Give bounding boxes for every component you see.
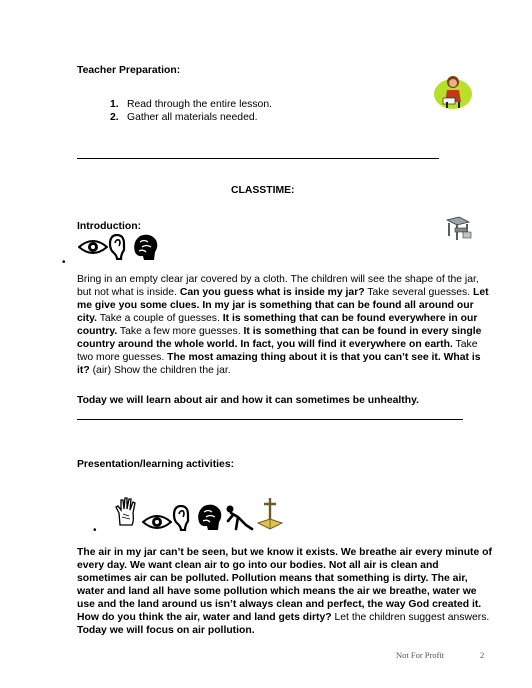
text-run: It is something that can be found everywhere in our country.	[77, 313, 478, 337]
brain-icon	[194, 502, 224, 532]
list-item	[110, 111, 272, 124]
text-run: Today we will focus on air pollution.	[77, 625, 255, 636]
list-number: 2.	[110, 112, 119, 123]
introduction-paragraph	[77, 273, 492, 377]
ear-icon	[108, 234, 128, 260]
movement-icon	[224, 503, 254, 531]
eye-icon	[78, 238, 108, 256]
bible-cross-icon	[256, 497, 284, 531]
footer-text: Not For Profit	[396, 650, 445, 660]
text-run: The air in my jar can’t be seen, but we know it exists. We breathe air every minute of every day. We want clean air to go into our bodies. Not all air is clean and sometimes air can be polluted. Pollution means that something is dirty. The air, water and land all have some pollution which means the air we breathe, water we use and the land around us isn’t always clean and perfect, the way God created it. How do you think the air, water and land gets dirty?	[77, 547, 492, 623]
list-item	[110, 98, 272, 111]
text-run: Take a few more guesses.	[117, 326, 244, 337]
presentation-paragraph	[77, 546, 492, 637]
introduction-closing: Today we will learn about air and how it can sometimes be unhealthy.	[77, 395, 419, 406]
ear-icon	[172, 505, 192, 531]
text-run: Bring in an empty clear jar covered by a cloth. The children will see the shape of the jar, but not what is inside.	[77, 274, 479, 298]
text-run: Take a couple of guesses.	[97, 313, 223, 324]
teacher-prep-list	[110, 98, 272, 124]
list-text: Read through the entire lesson.	[127, 99, 272, 110]
eye-icon	[142, 513, 172, 531]
presentation-icon-strip	[114, 497, 286, 533]
text-run: Take several guesses.	[364, 287, 473, 298]
list-text: Gather all materials needed.	[127, 112, 258, 123]
page-number: 2	[480, 650, 485, 660]
text-run: It is something that can be found in every single country around the whole world. In fact, you will find it everywhere on earth.	[77, 326, 482, 350]
brain-icon	[130, 232, 160, 262]
text-run: Let me give you some clues. In my jar is something that can be found all around our city.	[77, 287, 489, 324]
text-run: Let the children suggest answers.	[331, 612, 490, 623]
text-run: Can you guess what is inside my jar?	[179, 287, 365, 298]
introduction-heading: Introduction:	[77, 221, 142, 232]
text-run: (air) Show the children the jar.	[89, 365, 231, 376]
text-run: Take two more guesses.	[77, 339, 478, 363]
bullet: •	[62, 257, 66, 268]
intro-icon-strip	[78, 232, 162, 262]
desk-icon	[443, 214, 473, 242]
divider-2	[77, 419, 463, 420]
list-number: 1.	[110, 99, 119, 110]
hand-icon	[114, 497, 140, 527]
text-run: The most amazing thing about it is that you can’t see it. What is it?	[77, 352, 481, 376]
teacher-icon	[433, 72, 473, 110]
divider-1	[77, 158, 439, 159]
teacher-prep-heading: Teacher Preparation:	[77, 65, 181, 76]
classtime-heading: CLASSTIME:	[231, 185, 295, 196]
bullet: •	[93, 525, 97, 536]
presentation-heading: Presentation/learning activities:	[77, 459, 235, 470]
